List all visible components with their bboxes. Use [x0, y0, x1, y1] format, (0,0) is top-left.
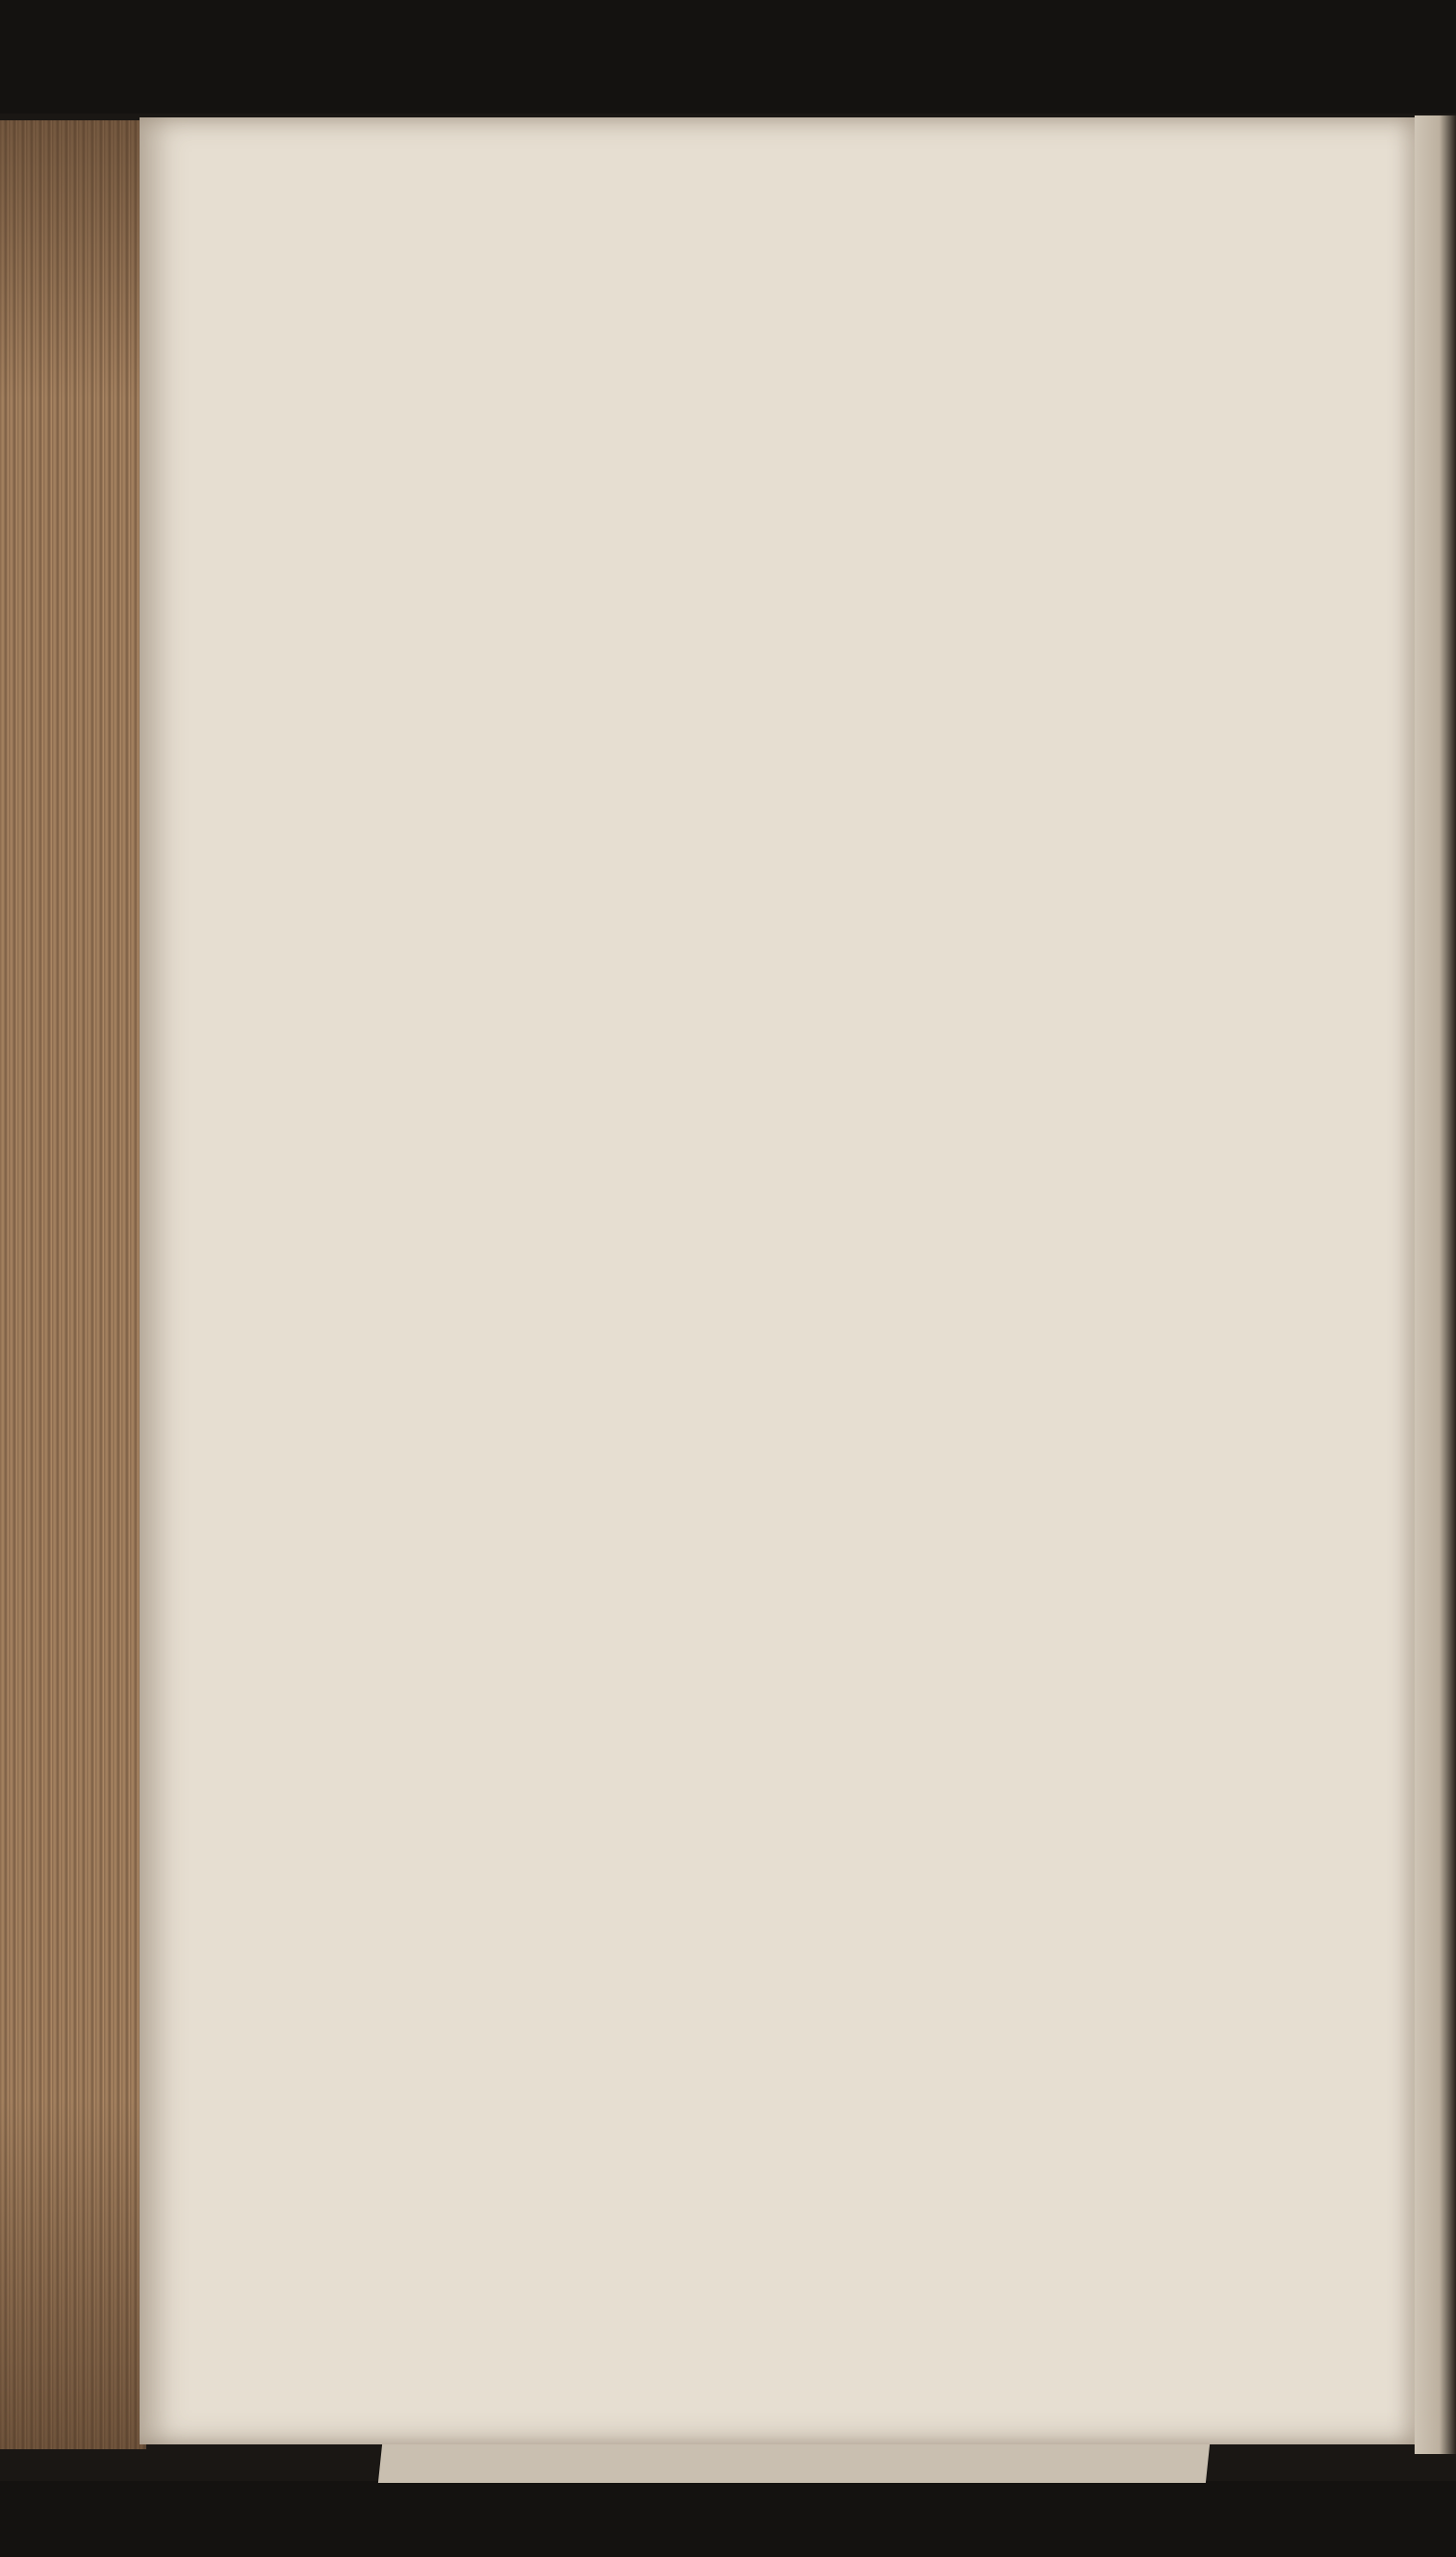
drop-cap-initial: [361, 1136, 505, 1290]
page-edge: [1415, 115, 1456, 2454]
book-fore-edge: [0, 120, 146, 2449]
page-bottom-edge: [378, 2444, 1210, 2483]
page-content: [361, 236, 1367, 2161]
